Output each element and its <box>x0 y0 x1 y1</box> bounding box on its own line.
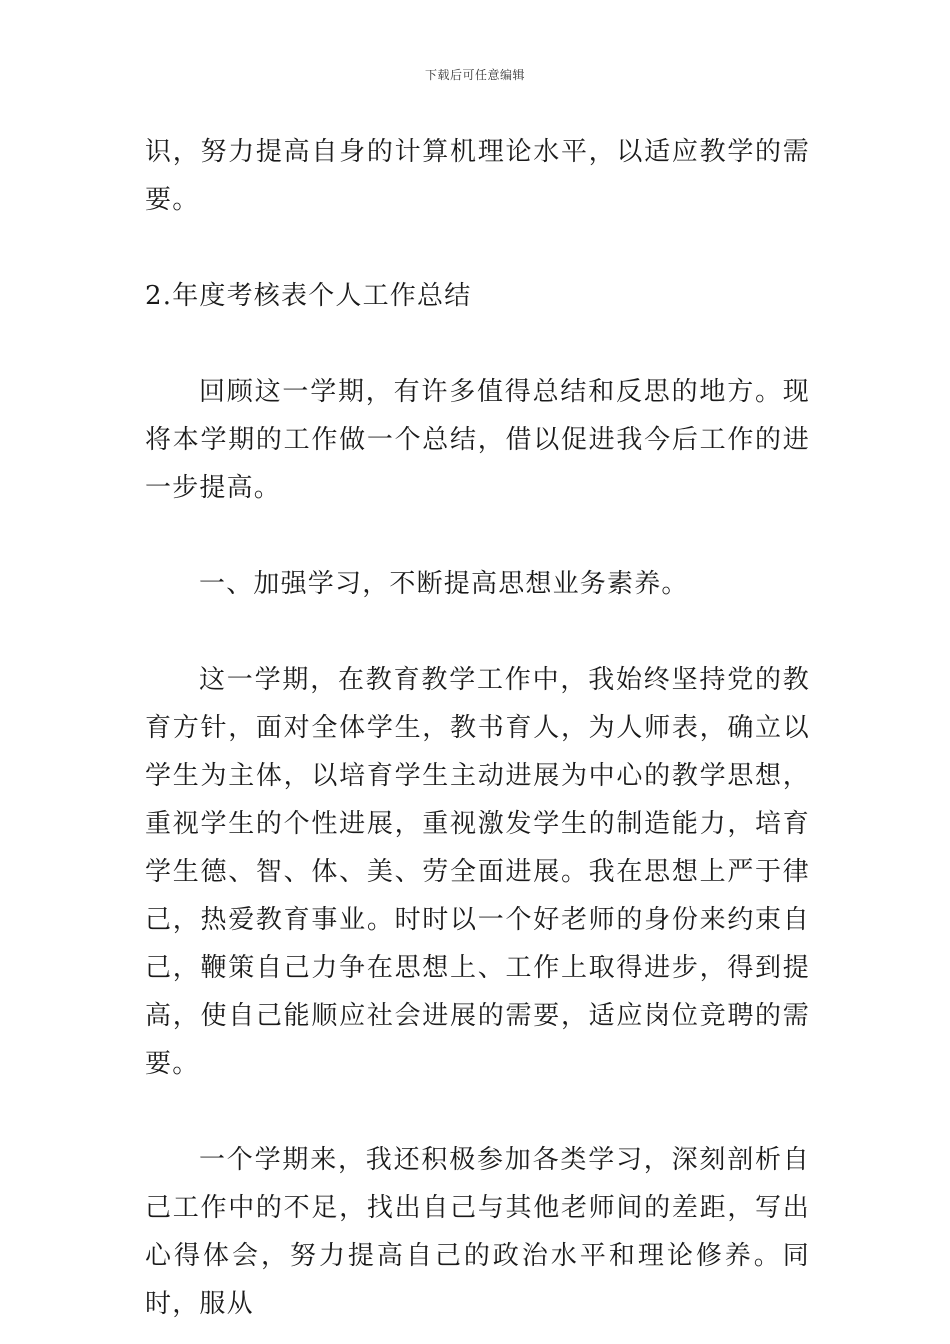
paragraph-body: 一个学期来，我还积极参加各类学习，深刻剖析自己工作中的不足，找出自己与其他老师间的差距，写出心得体会，努力提高自己的政治水平和理论修养。同时，服从 <box>145 1145 810 1319</box>
paragraph-intro: 回顾这一学期，有许多值得总结和反思的地方。现将本学期的工作做一个总结，借以促进我今后工作的进一步提高。 <box>145 377 810 503</box>
subsection-heading: 一、加强学习，不断提高思想业务素养。 <box>199 569 689 599</box>
paragraph-body: 这一学期，在教育教学工作中，我始终坚持党的教育方针，面对全体学生，教书育人，为人师表，确立以学生为主体，以培育学生主动进展为中心的教学思想，重视学生的个性进展，重视激发学生的制造能力，培育学生德、智、体、美、劳全面进展。我在思想上严于律己，热爱教育事业。时时以一个好老师的身份来约束自己，鞭策自己力争在思想上、工作上取得进步，得到提高，使自己能顺应社会进展的需要，适应岗位竞聘的需要。 <box>145 665 810 1079</box>
section-heading: 2.年度考核表个人工作总结 <box>145 281 472 311</box>
header-note: 下载后可任意编辑 <box>424 68 525 82</box>
document-body <box>145 128 810 1328</box>
paragraph-continuation: 识，努力提高自身的计算机理论水平，以适应教学的需要。 <box>145 137 810 215</box>
